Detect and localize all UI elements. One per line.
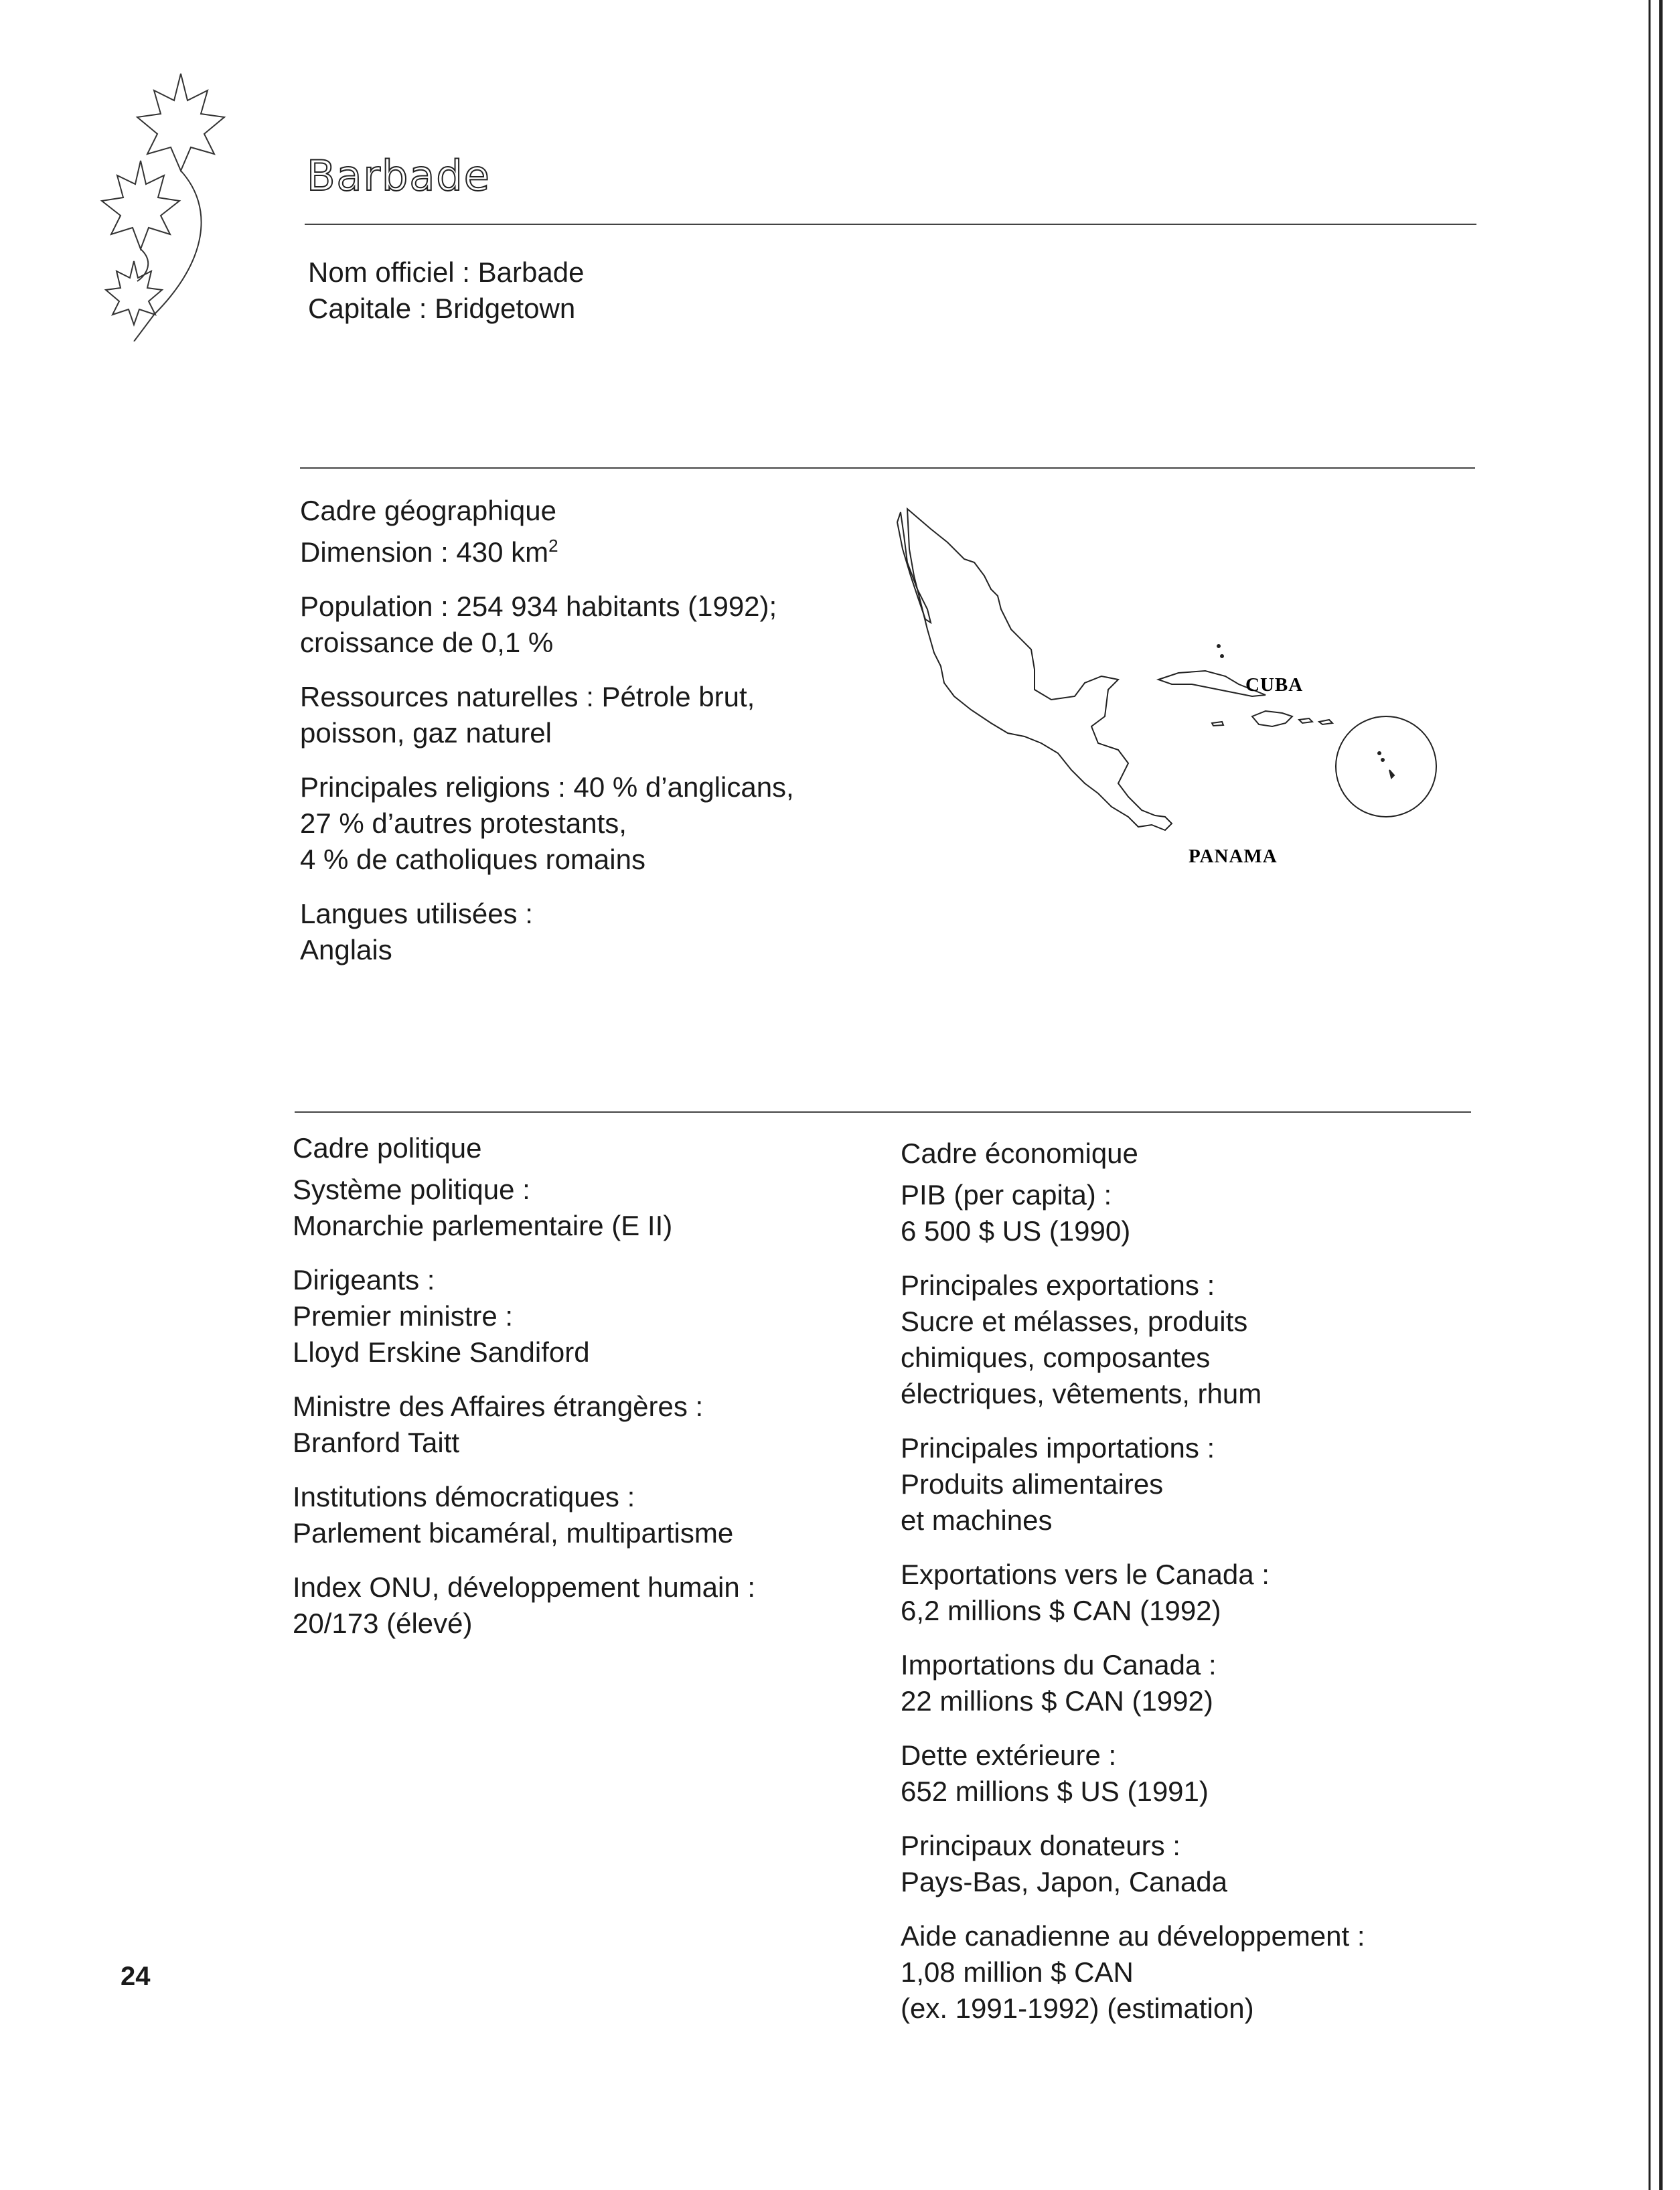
map-label-panama: PANAMA (1189, 846, 1278, 867)
imports-from-canada: Importations du Canada : 22 millions $ CAN (1992) (901, 1649, 1217, 1717)
politics-heading: Cadre politique (293, 1132, 482, 1164)
economy-heading: Cadre économique (901, 1138, 1138, 1169)
religions: Principales religions : 40 % d’anglicans, 27 % d’autres protestants, 4 % de catholiques romains (300, 771, 794, 875)
main-imports: Principales importations : Produits alimentaires et machines (901, 1432, 1215, 1536)
maple-leaf-icon (80, 60, 241, 341)
section-divider-politics (295, 1111, 1471, 1113)
map-label-cuba: CUBA (1245, 674, 1304, 696)
democratic-institutions: Institutions démocratiques : Parlement bicaméral, multipartisme (293, 1481, 734, 1549)
dimension: Dimension : 430 $km^2$ (300, 536, 558, 568)
capital: Capitale : Bridgetown (308, 293, 576, 324)
mexico-outline (907, 509, 1172, 830)
page-title: Barbade (307, 151, 491, 200)
hispaniola-outline (1252, 711, 1292, 726)
main-donors: Principaux donateurs : Pays-Bas, Japon, Canada (901, 1830, 1227, 1897)
title-divider (305, 224, 1476, 225)
section-divider-geo (300, 467, 1475, 469)
human-development-index: Index ONU, développement humain : 20/173 (élevé) (293, 1571, 756, 1639)
page-number: 24 (121, 1962, 151, 1991)
natural-resources: Ressources naturelles : Pétrole brut, poisson, gaz naturel (300, 681, 755, 749)
main-exports: Principales exportations : Sucre et mélasses, produits chimiques, composantes électriques, vêtements, rhum (901, 1269, 1262, 1409)
barbados-highlight-circle (1336, 716, 1436, 817)
geography-section (300, 493, 794, 986)
binding-edge (1649, 0, 1651, 2190)
economy-section (901, 1136, 1365, 2045)
canadian-aid: Aide canadienne au développement : 1,08 million $ CAN (ex. 1991-1992) (estimation) (901, 1920, 1365, 2024)
exports-to-canada: Exportations vers le Canada : 6,2 millions $ CAN (1992) (901, 1559, 1270, 1626)
leaders: Dirigeants : Premier ministre : Lloyd Erskine Sandiford (293, 1264, 590, 1368)
baja-outline (897, 512, 931, 623)
foreign-minister: Ministre des Affaires étrangères : Branford Taitt (293, 1391, 704, 1458)
gdp: PIB (per capita) : 6 500 $ US (1990) (901, 1179, 1131, 1247)
official-name: Nom officiel : Barbade (308, 256, 585, 288)
languages: Langues utilisées : Anglais (300, 898, 533, 965)
population: Population : 254 934 habitants (1992); croissance de 0,1 % (300, 591, 777, 658)
geography-heading: Cadre géographique (300, 495, 556, 526)
external-debt: Dette extérieure : 652 millions $ US (1991) (901, 1739, 1209, 1807)
political-system: Système politique : Monarchie parlementaire (E II) (293, 1174, 673, 1241)
politics-section (293, 1130, 755, 1660)
region-map (891, 495, 1440, 870)
binding-edge-inner (1659, 0, 1663, 2190)
